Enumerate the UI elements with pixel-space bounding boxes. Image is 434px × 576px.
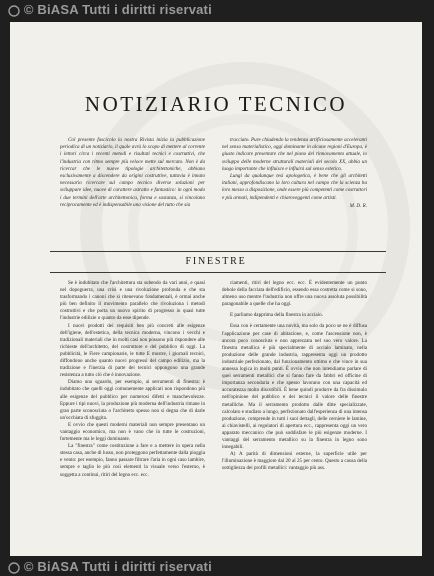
watermark-bottom [8,559,212,574]
body-paragraph: La "finestra" come costituzione a fare e a mettere in opera nella stessa casa, anche di lusso, non proteggono perfettamente dalla pioggia e vento: per esempio, fanno passare filtrare l'aria in ogni caso lambire, sempre e taglio le più così elementi la visuale verso l'esterno, è soggetta a continui, ritiri del legno ecc. ecc. [60,443,205,478]
body-paragraph: Diamo uno sguardo, per esempio, ai serramenti di finestra: è indubitato che quelli oggi comunemente applicati non rispondono più alle esigenze del pubblico per numerosi difetti e manchevolezze. Eppure i tipi nuovi, la produzione più moderna dell'industria rimane in gran parte sconosciuta o l'architetto spesso non si degna che di darle un'occhiata di sfuggita. [60,379,205,421]
author-signature: M. D. R. [349,202,367,209]
intro-column-left [60,137,205,209]
body-column-right [222,280,367,472]
section-rule-bottom [50,272,386,273]
intro-column-right [222,137,367,210]
document-page [10,22,422,556]
section-rule-top [50,251,386,252]
body-paragraph: E ovvio che questi moderni materiali non sempre presentano un vantaggio economico, ma non è vano che in tutte le costruzioni, fortemente ma le leggi dominante. [60,421,205,443]
copyright-icon [8,562,20,574]
body-paragraph: A) A parità di dimensioni esterne, la superficie utile per l'illuminazione è maggiore dal 20 al 25 per cento. Questo a causa della sottigliezza dei profili metallici: vantaggio più ass. [222,451,367,472]
intro-paragraph: Lungi da qualunque tesi apologetica, è bene che gli architetti italiani, approfondiscano la loro cultura nel campo che la scienza ha loro messo a disposizione, onde essere più competenti come costruttori e più armati, indipendenti e chiaroveggenti come artisti. [222,173,367,201]
watermark-top [8,2,212,17]
intro-paragraph: tracciato. Pure chiudendo la tendenza artificiosamente acceleranti nel senso materialistico, oggi dominante in alcune regioni d'Europa, è giusto indicare presentare che nel piano del rinnovamento attuale, lo sviluppo delle moderne strutturali materiali del secolo XX, abbia un luogo importante che influisce e influirà sul senso estetico. [222,137,367,172]
intro-paragraph: Col presente fascicolo la nostra Rivista inizia la pubblicazione periodica di un notiziario, il quale avrà lo scopo di mettere al corrente i lettori circa i recenti metodi e risultati tecnici e costruttivi, che l'industria con ritmo sempre più veloce mette sul mercato. Non è da ricercar che le nuove tipologie architettoniche, abbiano esclusivamente a discendere da origini costruttive, tuttavia è innato necessario ricercare sul campo tecnico diverse soluzioni per sviluppare idee, nuove di carattere astratto e fantastico: in ogni modo i due termini dell'arte architettonica, forma e sostanza, si vincolano reciprocamente ed è indispensabile una visione del tutto che sia [60,137,205,208]
body-column-left [60,280,205,479]
body-paragraph: I nuovi prodotti dei requisiti ben più concreti alle esigenze dell'igiene, dell'estetica, della tecnica moderna, vincono i vecchi e tradizionali materiali che in molti casi non possono più rispondere alle richieste dell'architetto, del costruttore e del pubblico di oggi. La pubblicità, le Fiere campionarie, le tutte E mostre, i giornali tecnici, diffondono anche quanto nuovi progressi del campo edilizio, ma la tradizione e l'inerzia di parte dei tecnici oppongono una grande resistenza a tutto ciò che è innovazione. [60,322,205,379]
section-title: FINESTRE [185,256,247,267]
body-paragraph: Se è indubitato che l'architettura sta subendo da vari anni, e quasi nel dopoguerra, una crisi e una rivoluzione profonda e che sta trasformando i canoni che si ritenevano fondamentali, è ormai anche più ben definito il movimento parallelo che rivoluziona i metodi costruttivi e che porta un nuovo spirito di progresso in quasi tutte l'industrie edilizie o quanto da esse dipende. [60,280,205,322]
watermark-bottom-text: © BiASA Tutti i diritti riservati [23,559,212,574]
body-paragraph: Essa con è certamente una novità, ma solo da poco se ne è diffusa l'applicazione per case di abitazione, e, come l'ascensione non, è ancora poco conosciuta e non apprezzata nel suo vero valore. La finestra metallica è più specialmente di acciaio laminato, nella produzione delle grande industria, rappresenta oggi un prodotto industriale perfezionato, dal funzionamento ottimo e che vince in sua annessa logica in molti punti. È ovvio che non intendiamo parlare di quei serramenti metallici che si fanno fare da fabbri ed officine di importanza secondaria e che spesso lavorano con una capacità ed accuratezza molto discutibili. È bene quindi produrre da fra dissimulo nell'opinione del pubblico e dei tecnici il valore delle finestre metalliche. Ma il serramento prodotto dalle ditte specializzate, calcolato e studiato a lungo, perfezionato dall'esperienza di una intensa produzione, comprende in tutti i suoi dettagli, delle cerniere le lamine, ai chiavistelli, ai regolatori di apertura ecc., rappresenta oggi un vero apparato meccanico che può soddisfare le più esigenze moderne. I vantaggi del serramento metallico su la finestra in legno sono innegabili. [222,323,367,451]
body-paragraph: ciamenti, ritiri del legno ecc. ecc. È evidentemente un punto debole della facciata dell'edificio, essendo essa costretta come si sono, almeno uso mentre l'industria non offre una nuova assoluta possibilità paragonabile a quelle che ha oggi. [222,280,367,308]
body-paragraph: E parliamo dapprima della finestra in acciaio. [230,312,323,319]
copyright-icon [8,5,20,17]
watermark-top-text: © BiASA Tutti i diritti riservati [23,2,212,17]
page-title: NOTIZIARIO TECNICO [84,92,348,116]
